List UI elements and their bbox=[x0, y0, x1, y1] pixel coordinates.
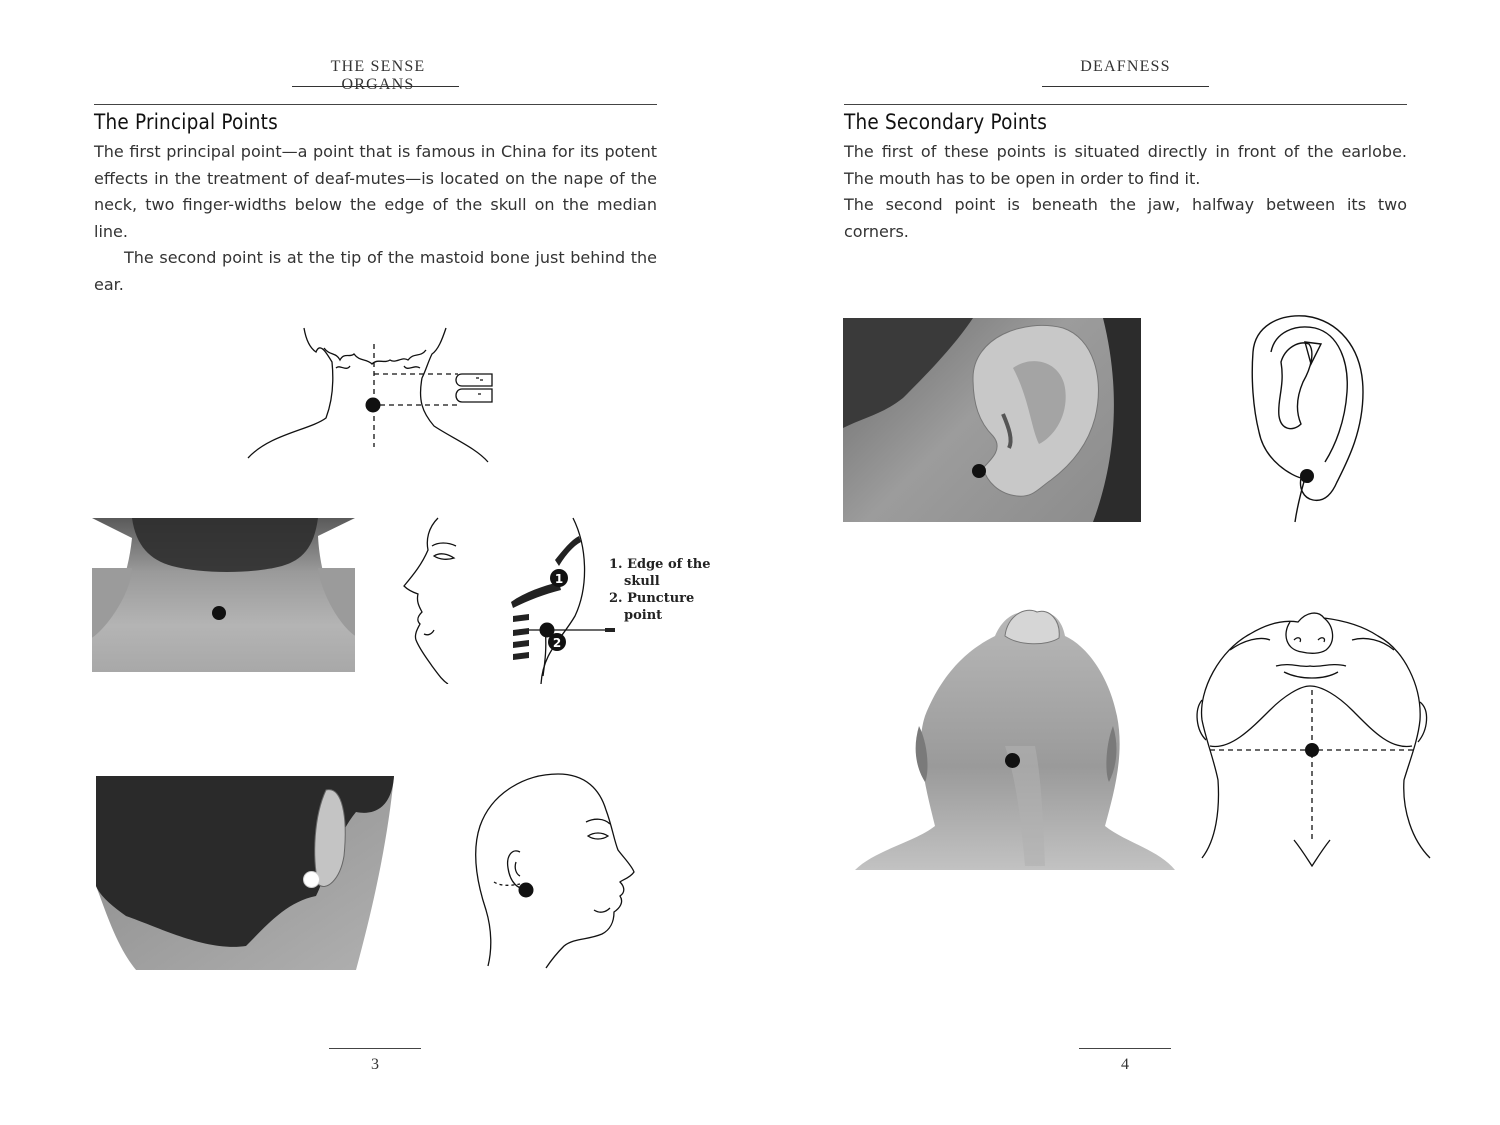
paragraph-2: The second point is at the tip of the mastoid bone just behind the ear. bbox=[94, 248, 657, 294]
face-profile-drawing bbox=[398, 516, 468, 684]
marker-1-label: 1 bbox=[554, 572, 564, 586]
running-head: THE SENSE ORGANS bbox=[330, 58, 426, 93]
paragraph-1: The first principal point—a point that is famous in China for its potent effects in the treatment of deaf-mutes—is located on the nape of the neck, two finger-widths below the edge of the skull on the median line. bbox=[94, 142, 657, 241]
folio-rule bbox=[1079, 1048, 1171, 1049]
legend-item-2-line1: 2. Puncture bbox=[609, 591, 695, 606]
puncture-point-dot bbox=[972, 464, 986, 478]
section-rule bbox=[94, 104, 657, 105]
running-head-rule bbox=[292, 86, 459, 87]
page-number: 3 bbox=[371, 1056, 379, 1073]
running-head-rule bbox=[1042, 86, 1209, 87]
running-head: DEAFNESS bbox=[1080, 58, 1171, 75]
paragraph-1: The first of these points is situated directly in front of the earlobe. The mouth has to be open in order to find it. bbox=[844, 142, 1407, 188]
right-page bbox=[750, 0, 1500, 1125]
nape-photo bbox=[92, 518, 355, 672]
head-profile-drawing bbox=[470, 770, 640, 970]
page-number: 4 bbox=[1121, 1056, 1129, 1073]
marker-2-label: 2 bbox=[552, 636, 562, 650]
legend-item-1-line2: skull bbox=[624, 574, 660, 589]
puncture-point-dot bbox=[1305, 743, 1319, 757]
figure-legend bbox=[609, 556, 711, 624]
puncture-point-dot bbox=[1300, 469, 1314, 483]
under-jaw-outline-drawing bbox=[1190, 610, 1435, 872]
legend-item-2-line2: point bbox=[624, 608, 663, 623]
section-heading: The Principal Points bbox=[94, 110, 278, 134]
puncture-point-dot bbox=[366, 398, 381, 413]
body-text bbox=[94, 139, 657, 299]
ear-photo bbox=[843, 318, 1141, 522]
neck-outline-drawing bbox=[240, 322, 500, 467]
puncture-point-dot bbox=[519, 883, 534, 898]
folio-rule bbox=[329, 1048, 421, 1049]
paragraph-2: The second point is beneath the jaw, halfway between its two corners. bbox=[844, 195, 1407, 241]
section-heading: The Secondary Points bbox=[844, 110, 1048, 134]
ear-outline-drawing bbox=[1245, 312, 1375, 524]
body-text bbox=[844, 139, 1407, 245]
under-jaw-photo bbox=[855, 606, 1175, 870]
puncture-point-dot bbox=[303, 871, 320, 888]
behind-ear-photo bbox=[96, 776, 394, 970]
section-rule bbox=[844, 104, 1407, 105]
puncture-point-dot bbox=[212, 606, 226, 620]
puncture-point-dot bbox=[1005, 753, 1020, 768]
legend-item-1-line1: 1. Edge of the bbox=[609, 557, 711, 572]
skull-cross-section-drawing bbox=[505, 516, 615, 684]
